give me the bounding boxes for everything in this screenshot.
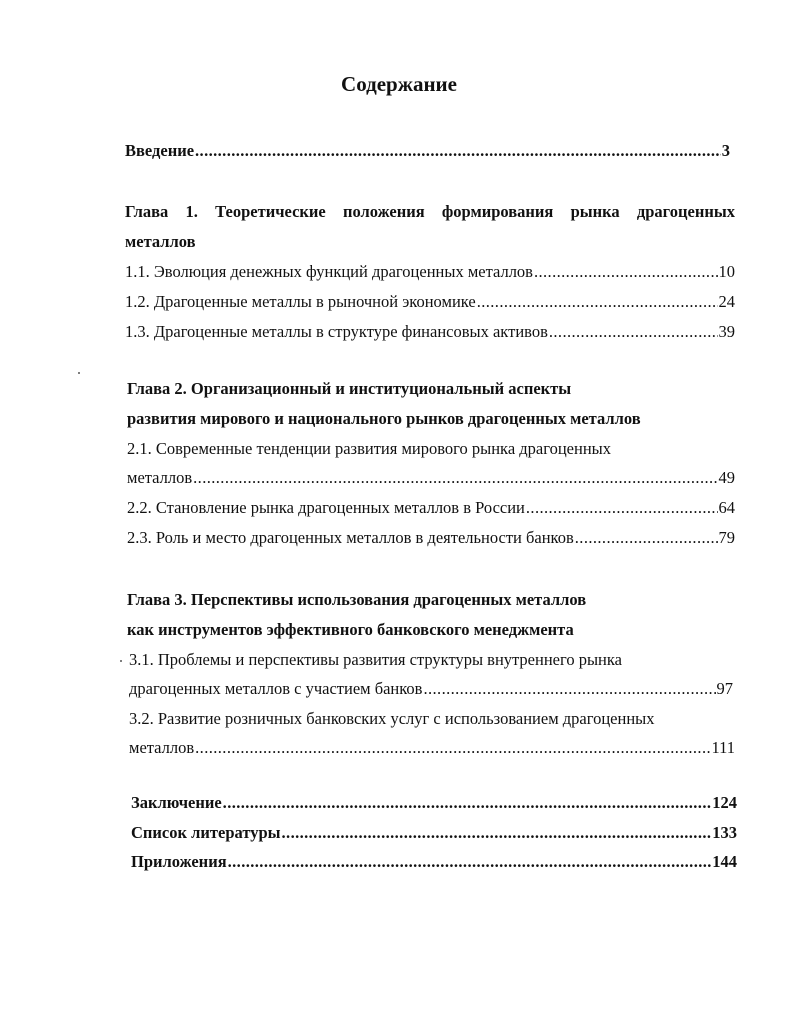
toc-entry-1-2	[125, 291, 735, 313]
toc-entry-label: Заключение	[131, 793, 222, 812]
toc-entry-3-2	[129, 737, 735, 759]
toc-entry-appendices	[131, 851, 737, 873]
toc-entry-2-1	[127, 467, 735, 489]
toc-entry-intro	[125, 140, 730, 162]
dot-leader	[575, 527, 718, 549]
scan-speck	[120, 660, 122, 662]
toc-entry-page: 39	[718, 322, 735, 341]
toc-entry-conclusion	[131, 792, 737, 814]
dot-leader	[195, 737, 710, 759]
dot-leader	[193, 467, 717, 489]
toc-entry-page: 144	[712, 852, 737, 871]
toc-entry-page: 10	[718, 262, 735, 281]
toc-entry-label: 1.2. Драгоценные металлы в рыночной экономике	[125, 292, 476, 311]
dot-leader	[423, 678, 715, 700]
toc-entry-label: 1.1. Эволюция денежных функций драгоценных металлов	[125, 262, 533, 281]
toc-entry-label: Введение	[125, 141, 195, 160]
toc-entry-label: 2.2. Становление рынка драгоценных металлов в России	[127, 498, 525, 517]
toc-entry-page: 111	[711, 738, 735, 757]
dot-leader	[534, 261, 718, 283]
dot-leader	[477, 291, 718, 313]
toc-entry-1-1	[125, 261, 735, 283]
chapter-2-heading-line-2: развития мирового и национального рынков драгоценных металлов	[127, 409, 641, 428]
chapter-1-heading-line-2: металлов	[125, 232, 196, 251]
toc-entry-1-3	[125, 321, 735, 343]
chapter-2-heading-line-1: Глава 2. Организационный и институциональный аспекты	[127, 379, 572, 398]
toc-entry-page: 49	[718, 468, 735, 487]
toc-entry-label: Список литературы	[131, 823, 281, 842]
dot-leader	[549, 321, 718, 343]
dot-leader	[195, 140, 721, 162]
toc-entry-page: 133	[712, 823, 737, 842]
dot-leader	[223, 792, 712, 814]
chapter-3-heading-line-2: как инструментов эффективного банковского менеджмента	[127, 620, 574, 639]
toc-entry-label: драгоценных металлов с участием банков	[129, 679, 423, 698]
toc-entry-page: 79	[718, 528, 735, 547]
scan-speck	[78, 372, 80, 374]
toc-entry-2-3	[127, 527, 735, 549]
toc-entry-2-2	[127, 497, 735, 519]
toc-entry-page: 64	[718, 498, 735, 517]
toc-entry-page: 97	[716, 679, 733, 698]
toc-entry-page: 3	[721, 141, 730, 160]
dot-leader	[228, 851, 712, 873]
toc-entry-label: металлов	[129, 738, 195, 757]
toc-entry-page: 124	[712, 793, 737, 812]
toc-entry-label: Приложения	[131, 852, 227, 871]
chapter-3-heading-line-1: Глава 3. Перспективы использования драгоценных металлов	[127, 590, 587, 609]
dot-leader	[526, 497, 718, 519]
toc-entry-page: 24	[718, 292, 735, 311]
toc-entry-3-1-line-1: 3.1. Проблемы и перспективы развития структуры внутреннего рынка	[129, 650, 622, 669]
toc-entry-label: 2.3. Роль и место драгоценных металлов в деятельности банков	[127, 528, 574, 547]
toc-entry-3-2-line-1: 3.2. Развитие розничных банковских услуг с использованием драгоценных	[129, 709, 655, 728]
toc-entry-3-1	[129, 678, 733, 700]
chapter-1-heading-line-1: Глава 1. Теоретические положения формирования рынка драгоценных	[125, 202, 735, 221]
toc-entry-references	[131, 822, 737, 844]
toc-entry-label: 1.3. Драгоценные металлы в структуре финансовых активов	[125, 322, 548, 341]
toc-entry-2-1-line-1: 2.1. Современные тенденции развития мирового рынка драгоценных	[127, 439, 611, 458]
page-title: Содержание	[341, 72, 457, 96]
toc-entry-label: металлов	[127, 468, 193, 487]
dot-leader	[282, 822, 712, 844]
